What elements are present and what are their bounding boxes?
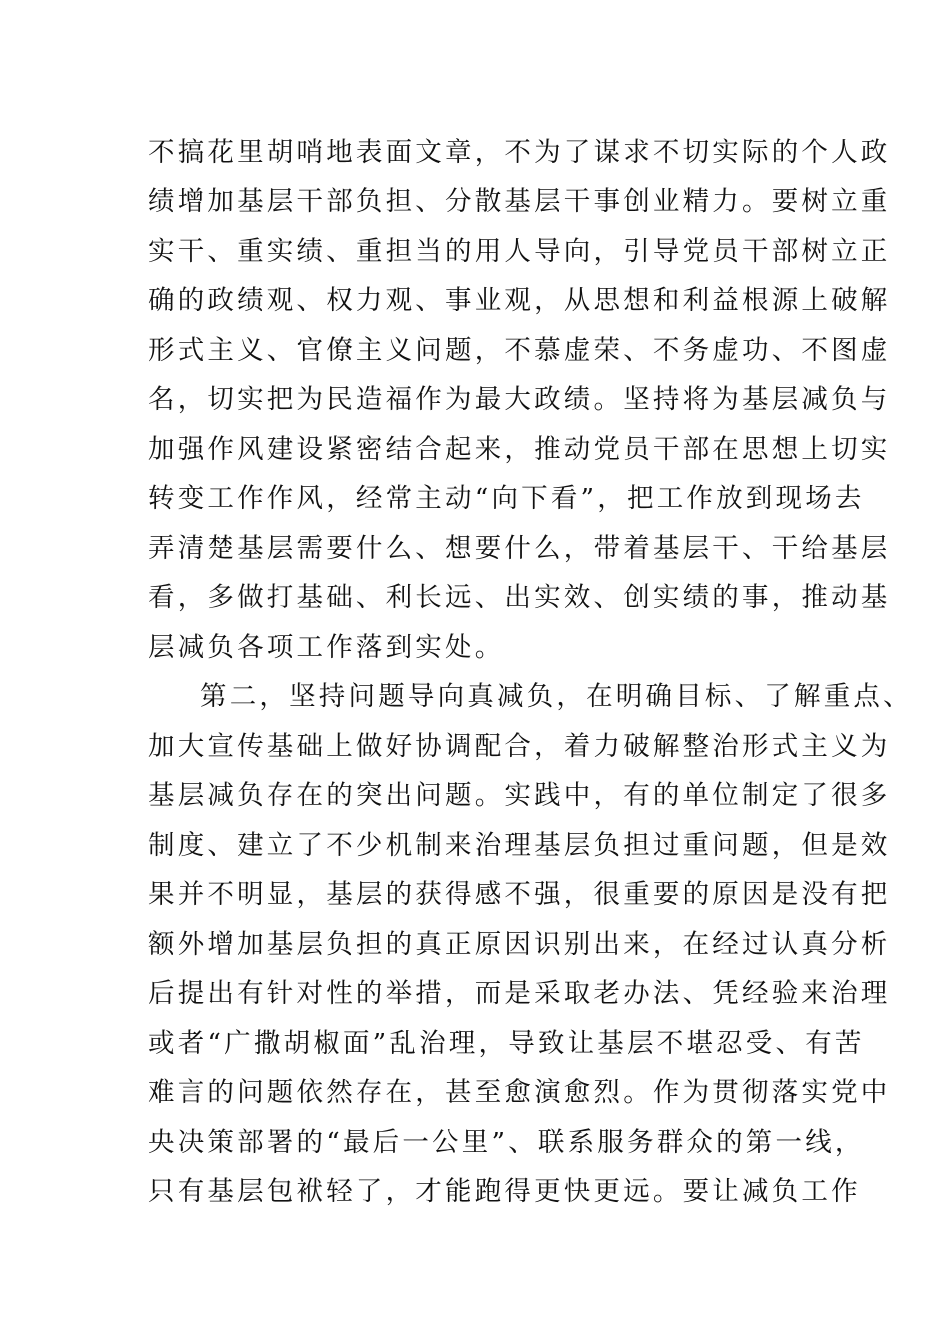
text-line: 绩增加基层干部负担、分散基层干事创业精力。要树立重 [148,186,891,217]
text-line: 央决策部署的“最后一公里”、联系服务群众的第一线， [148,1127,865,1158]
text-line: 层减负各项工作落到实处。 [148,632,505,663]
text-line: 名，切实把为民造福作为最大政绩。坚持将为基层减负与 [148,384,891,415]
text-line: 额外增加基层负担的真正原因识别出来，在经过认真分析 [148,929,891,960]
text-line: 转变工作作风，经常主动“向下看”，把工作放到现场去 [148,483,865,514]
text-line: 看，多做打基础、利长远、出实效、创实绩的事，推动基 [148,582,891,613]
text-line: 难言的问题依然存在，甚至愈演愈烈。作为贯彻落实党中 [148,1077,891,1108]
text-line: 或者“广撒胡椒面”乱治理，导致让基层不堪忍受、有苦 [148,1028,865,1059]
text-line: 只有基层包袱轻了，才能跑得更快更远。要让减负工作 [148,1176,861,1207]
text-line: 实干、重实绩、重担当的用人导向，引导党员干部树立正 [148,236,891,267]
text-line: 基层减负存在的突出问题。实践中，有的单位制定了很多 [148,780,891,811]
text-line: 不搞花里胡哨地表面文章，不为了谋求不切实际的个人政 [148,137,891,168]
text-line: 加强作风建设紧密结合起来，推动党员干部在思想上切实 [148,434,891,465]
text-line: 后提出有针对性的举措，而是采取老办法、凭经验来治理 [148,978,891,1009]
text-line: 果并不明显，基层的获得感不强，很重要的原因是没有把 [148,879,891,910]
text-line: 弄清楚基层需要什么、想要什么，带着基层干、干给基层 [148,533,891,564]
text-line: 制度、建立了不少机制来治理基层负担过重问题，但是效 [148,830,891,861]
text-line: 确的政绩观、权力观、事业观，从思想和利益根源上破解 [148,285,891,316]
text-line: 形式主义、官僚主义问题，不慕虚荣、不务虚功、不图虚 [148,335,891,366]
paragraph-start-line: 第二，坚持问题导向真减负，在明确目标、了解重点、 [200,681,913,712]
text-line: 加大宣传基础上做好协调配合，着力破解整治形式主义为 [148,731,891,762]
